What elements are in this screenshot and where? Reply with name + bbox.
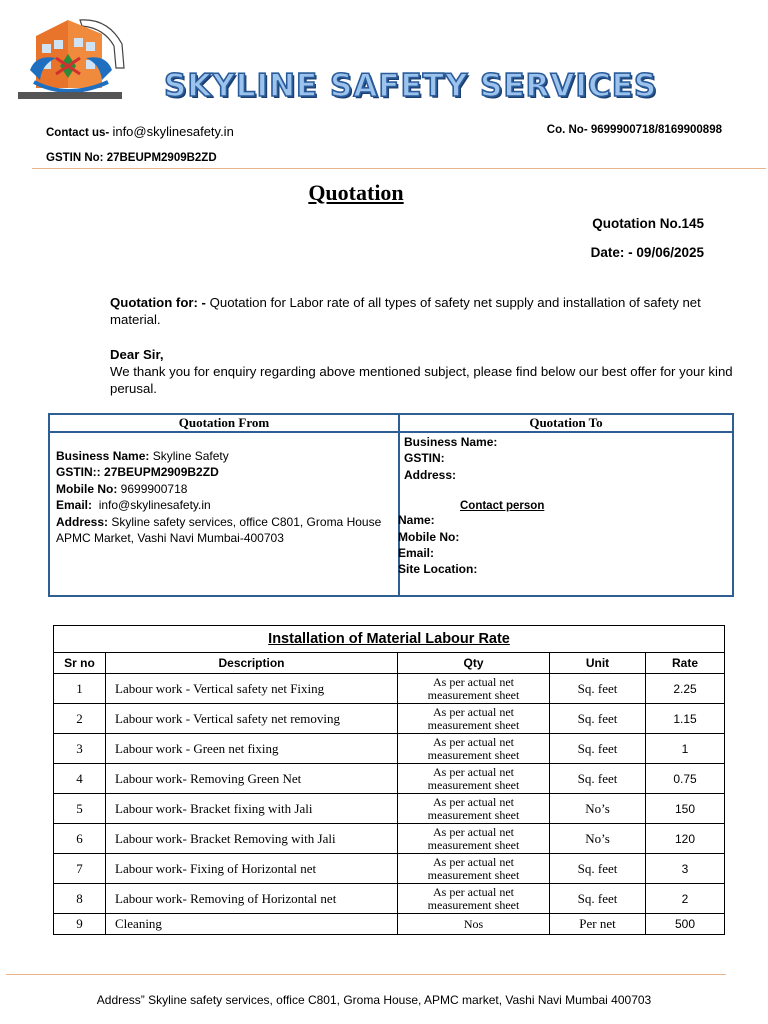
cell-qty [398,674,550,704]
cell-qty-line1: As per actual net [433,704,514,719]
column-header-unit: Unit [550,653,646,674]
cell-unit: Sq. feet [550,764,646,794]
cell-description: Labour work - Green net fixing [106,734,398,764]
contact-line [46,124,234,139]
quotation-for-text: Quotation for Labor rate of all types of safety net supply and installation of safety net material. [110,295,701,327]
quotation-to-heading: Quotation To [400,415,732,433]
cell-sr: 2 [54,704,106,734]
table-caption: Installation of Material Labour Rate [54,626,725,653]
from-gstin-label: GSTIN:: [56,465,101,480]
cell-qty [398,914,550,935]
cell-rate: 1 [646,734,725,764]
table-row [54,764,725,794]
cell-qty [398,794,550,824]
cell-rate: 3 [646,854,725,884]
table-row [54,734,725,764]
cell-rate: 150 [646,794,725,824]
from-address-line2: APMC Market, Vashi Navi Mumbai-400703 [56,531,284,546]
table-row [54,884,725,914]
table-row [54,914,725,935]
gstin-label: GSTIN No: [46,152,104,164]
cell-qty [398,764,550,794]
cell-qty-line1: As per actual net [433,884,514,899]
cell-qty [398,734,550,764]
company-logo [16,14,128,102]
cell-qty-line1: Nos [463,916,484,931]
column-header-description: Description [106,653,398,674]
from-mobile-value: 9699900718 [120,481,188,496]
cell-sr: 9 [54,914,106,935]
cell-qty-line2: measurement sheet [427,777,520,792]
cell-qty-line1: As per actual net [433,794,514,809]
page-title: Quotation [308,180,404,205]
cell-qty-line2: measurement sheet [427,717,520,732]
to-gstin-label: GSTIN: [404,451,445,466]
cell-unit: Sq. feet [550,704,646,734]
cell-qty [398,854,550,884]
cell-unit: Per net [550,914,646,935]
cell-unit: No’s [550,824,646,854]
column-header-sr: Sr no [54,653,106,674]
from-gstin-value: 27BEUPM2909B2ZD [104,465,219,480]
from-address-line1: Skyline safety services, office C801, Groma House [111,514,382,529]
cell-qty [398,884,550,914]
from-address [56,514,398,530]
cell-rate: 500 [646,914,725,935]
cell-qty-line2: measurement sheet [427,687,520,702]
from-gstin [56,464,398,480]
cell-qty-line1: As per actual net [433,764,514,779]
from-business-name [56,448,398,464]
to-name-label: Name: [398,513,435,528]
cell-sr: 3 [54,734,106,764]
cell-qty-line2: measurement sheet [427,867,520,882]
cell-description: Labour work- Removing of Horizontal net [106,884,398,914]
quotation-from-heading: Quotation From [50,415,398,433]
quotation-number: Quotation No.145 [592,216,704,231]
cell-qty-line2: measurement sheet [427,837,520,852]
cell-unit: Sq. feet [550,734,646,764]
quotation-to-panel [400,415,732,595]
to-address-label: Address: [404,467,457,482]
cell-qty-line1: As per actual net [433,734,514,749]
cell-description: Labour work- Removing Green Net [106,764,398,794]
cell-description: Labour work- Fixing of Horizontal net [106,854,398,884]
cell-unit: Sq. feet [550,854,646,884]
header-divider [32,168,766,169]
contact-person-heading: Contact person [460,500,545,513]
cell-description: Cleaning [106,914,398,935]
from-email [56,497,398,513]
cell-description: Labour work - Vertical safety net removing [106,704,398,734]
cell-rate: 2.25 [646,674,725,704]
cell-qty-line1: As per actual net [433,854,514,869]
cell-description: Labour work- Bracket fixing with Jali [106,794,398,824]
cell-rate: 0.75 [646,764,725,794]
cell-unit: No’s [550,794,646,824]
cell-sr: 6 [54,824,106,854]
quotation-parties-box [48,413,734,597]
footer-address: Address” Skyline safety services, office C801, Groma House, APMC market, Vashi Navi Mumbai 400703 [96,993,652,1007]
table-row [54,794,725,824]
table-row [54,854,725,884]
gstin-line [46,152,217,164]
cell-sr: 4 [54,764,106,794]
table-header-row [54,653,725,674]
contact-email: info@skylinesafety.in [112,124,234,139]
from-email-label: Email: [56,498,93,513]
from-email-value: info@skylinesafety.in [98,498,211,513]
cell-qty-line2: measurement sheet [427,897,520,912]
table-row [54,674,725,704]
intro-text: We thank you for enquiry regarding above mentioned subject, please find below our best offer for your kind perusal. [110,364,733,396]
cell-qty [398,824,550,854]
to-site-location-label: Site Location: [398,562,478,577]
phone-value: 9699900718/8169900898 [590,124,722,136]
cell-sr: 8 [54,884,106,914]
to-mobile-label: Mobile No: [398,529,460,544]
cell-rate: 1.15 [646,704,725,734]
quotation-for-label: Quotation for: - [110,295,206,310]
from-business-name-value: Skyline Safety [152,449,229,463]
from-business-name-label: Business Name: [56,449,150,463]
gstin-value: 27BEUPM2909B2ZD [106,152,217,164]
cell-rate: 120 [646,824,725,854]
contact-label: Contact us- [46,127,110,139]
cell-qty-line1: As per actual net [433,824,514,839]
phone-line [547,124,722,136]
from-mobile-label: Mobile No: [56,481,118,496]
cell-sr: 1 [54,674,106,704]
cell-description: Labour work- Bracket Removing with Jali [106,824,398,854]
cell-qty [398,704,550,734]
column-header-qty: Qty [398,653,550,674]
salutation: Dear Sir, [110,347,164,362]
cell-qty-line2: measurement sheet [427,747,520,762]
table-row [54,704,725,734]
cell-description: Labour work - Vertical safety net Fixing [106,674,398,704]
table-row [54,824,725,854]
column-header-rate: Rate [646,653,725,674]
quotation-date: Date: - 09/06/2025 [590,245,704,260]
company-name: SKYLINE SAFETY SERVICES [164,68,658,104]
cell-unit: Sq. feet [550,884,646,914]
labour-rate-table [53,625,725,935]
from-address-label: Address: [56,514,109,529]
cell-sr: 5 [54,794,106,824]
cell-qty-line2: measurement sheet [427,807,520,822]
phone-label: Co. No- [546,124,588,136]
quotation-for [110,294,734,328]
cell-unit: Sq. feet [550,674,646,704]
to-email-label: Email: [398,546,435,561]
cell-rate: 2 [646,884,725,914]
quotation-from-panel [50,415,400,595]
from-mobile [56,481,398,497]
to-business-name-label: Business Name: [404,435,498,449]
cell-sr: 7 [54,854,106,884]
cell-qty-line1: As per actual net [433,674,514,689]
footer-divider [6,974,726,975]
